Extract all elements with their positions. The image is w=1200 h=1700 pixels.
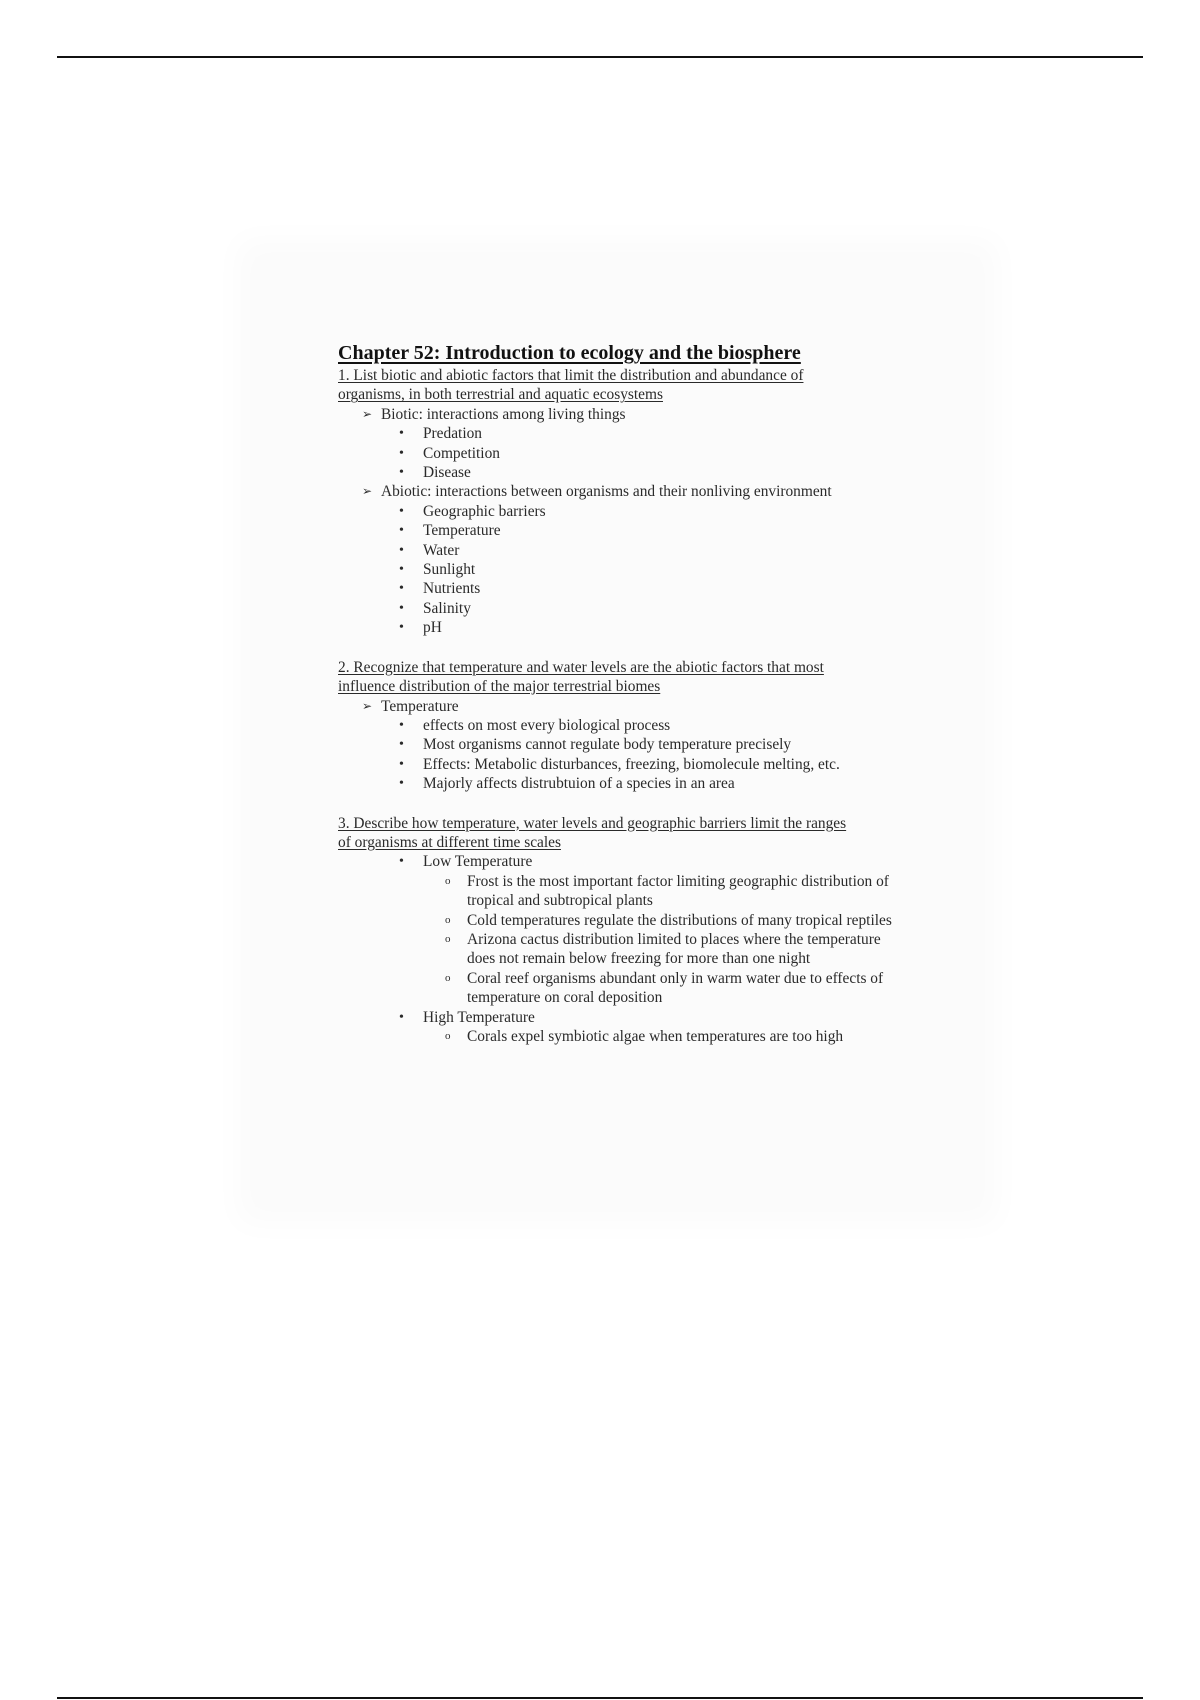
page-title: Chapter 52: Introduction to ecology and the biosphere [338, 342, 801, 364]
list-item: • effects on most every biological process [399, 716, 671, 734]
list-item: • Majorly affects distrubtuion of a species in an area [399, 775, 735, 793]
bullet-icon: • [399, 854, 404, 870]
question-heading-cont: organisms, in both terrestrial and aquatic ecosystems [338, 386, 663, 404]
question-heading-cont: influence distribution of the major terrestrial biomes [338, 678, 661, 696]
list-item: • Nutrients [399, 580, 481, 598]
list-item: o Coral reef organisms abundant only in warm water due to effects of temperature on coral deposition [445, 969, 884, 1007]
arrow-bullet-icon: ➢ [362, 406, 373, 421]
circle-bullet-icon: o [445, 874, 451, 887]
bullet-icon: • [399, 426, 404, 442]
bullet-icon: • [399, 542, 404, 558]
list-item: ➢ Biotic: interactions among living things [362, 405, 626, 423]
section-3 [338, 814, 938, 1047]
list-item: o Frost is the most important factor limiting geographic distribution of tropical and subtropical plants [445, 872, 889, 910]
list-item: • Disease [399, 464, 471, 482]
list-item: • Water [399, 541, 460, 559]
bottom-rule [57, 1697, 1143, 1699]
top-rule [57, 56, 1143, 58]
bullet-icon: • [399, 523, 404, 539]
circle-bullet-icon: o [445, 1030, 451, 1042]
circle-bullet-icon: o [445, 932, 451, 945]
bullet-icon: • [399, 756, 404, 772]
list-item: • Predation [399, 425, 482, 443]
arrow-bullet-icon: ➢ [362, 698, 373, 713]
list-item: • Most organisms cannot regulate body temperature precisely [399, 736, 792, 754]
list-item: • Salinity [399, 599, 471, 617]
list-item: • Geographic barriers [399, 502, 546, 520]
bullet-icon: • [399, 737, 404, 753]
list-item: • Effects: Metabolic disturbances, freezing, biomolecule melting, etc. [399, 755, 840, 773]
list-item: • High Temperature [399, 1008, 535, 1026]
list-item: ➢ Abiotic: interactions between organisms and their nonliving environment [362, 483, 832, 501]
document-content [338, 340, 938, 1046]
list-item: • Competition [399, 444, 500, 462]
section-2 [338, 658, 938, 794]
list-item: o Corals expel symbiotic algae when temperatures are too high [445, 1028, 844, 1045]
bullet-icon: • [399, 581, 404, 597]
circle-bullet-icon: o [445, 971, 451, 984]
bullet-icon: • [399, 503, 404, 519]
list-item: • pH [399, 619, 442, 637]
list-item: o Cold temperatures regulate the distributions of many tropical reptiles [445, 911, 892, 929]
bullet-icon: • [399, 620, 404, 636]
bullet-icon: • [399, 562, 404, 578]
bullet-icon: • [399, 717, 404, 733]
arrow-bullet-icon: ➢ [362, 484, 373, 499]
bullet-icon: • [399, 445, 404, 461]
list-item: • Low Temperature [399, 853, 533, 871]
section-1 [338, 366, 938, 638]
bullet-icon: • [399, 465, 404, 481]
list-item: • Sunlight [399, 561, 476, 579]
question-heading: 2. Recognize that temperature and water levels are the abiotic factors that most [338, 658, 824, 676]
question-heading: 1. List biotic and abiotic factors that limit the distribution and abundance of [338, 367, 804, 384]
bullet-icon: • [399, 776, 404, 792]
question-heading-cont: of organisms at different time scales [338, 833, 561, 851]
list-item: • Temperature [399, 522, 501, 540]
list-item: ➢ Temperature [362, 697, 459, 715]
bullet-icon: • [399, 1009, 404, 1025]
bullet-icon: • [399, 600, 404, 616]
question-heading: 3. Describe how temperature, water levels and geographic barriers limit the ranges [338, 814, 847, 832]
list-item: o Arizona cactus distribution limited to places where the temperature does not remain below freezing for more than one night [445, 930, 881, 968]
circle-bullet-icon: o [445, 913, 451, 926]
